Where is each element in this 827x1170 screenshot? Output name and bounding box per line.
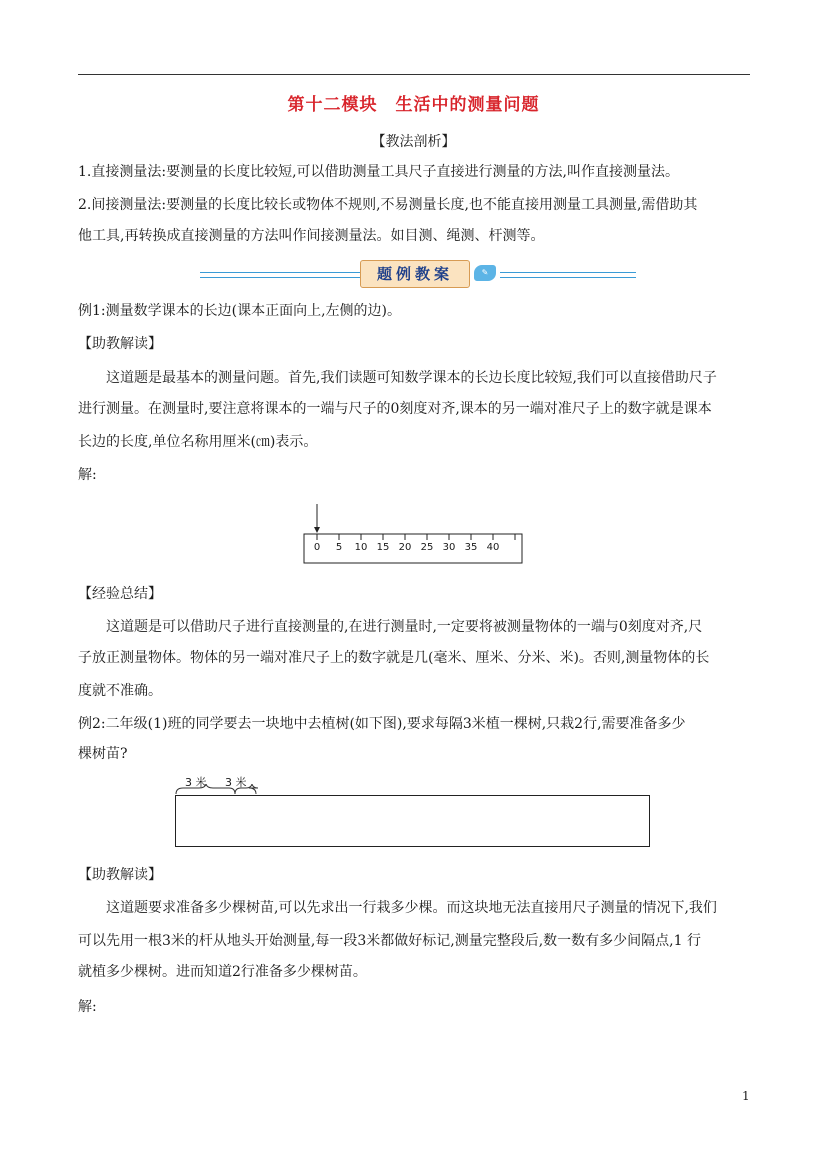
example-1-question: 例1:测量数学课本的长边(课本正面向上,左侧的边)。	[78, 303, 401, 319]
field-segment-label: 3 米	[225, 776, 247, 789]
assist-2-line2: 可以先用一根3米的杆从地头开始测量,每一段3米都做好标记,测量完整段后,数一数有多少间隔点,1 行	[78, 933, 701, 949]
assist-1-line3: 长边的长度,单位名称用厘米(㎝)表示。	[78, 434, 318, 450]
ruler-label: 35	[464, 542, 478, 553]
ruler-label: 20	[398, 542, 412, 553]
page-title: 第十二模块 生活中的测量问题	[287, 95, 540, 115]
ruler-label: 40	[486, 542, 500, 553]
summary-line2: 子放正测量物体。物体的另一端对准尺子上的数字就是几(毫米、厘米、分米、米)。否则,测量物体的长	[78, 650, 710, 666]
ruler-label: 15	[376, 542, 390, 553]
example-2-question-line1: 例2:二年级(1)班的同学要去一块地中去植树(如下图),要求每隔3米植一棵树,只栽2行,需要准备多少	[78, 716, 686, 732]
banner-label: 题例教案	[360, 260, 470, 288]
solution-label-2: 解:	[78, 999, 97, 1015]
assist-2-line3: 就植多少棵树。进而知道2行准备多少棵树苗。	[78, 964, 367, 980]
assist-2-line1: 这道题要求准备多少棵树苗,可以先求出一行栽多少棵。而这块地无法直接用尺子测量的情况下,我们	[106, 900, 717, 916]
assist-1-line2: 进行测量。在测量时,要注意将课本的一端与尺子的0刻度对齐,课本的另一端对准尺子上的数字就是课本	[78, 401, 712, 417]
ruler-label: 10	[354, 542, 368, 553]
summary-heading: 【经验总结】	[78, 586, 162, 602]
field-brace-2	[235, 784, 258, 794]
assist-heading-2: 【助教解读】	[78, 867, 162, 883]
assist-1-line1: 这道题是最基本的测量问题。首先,我们读题可知数学课本的长边长度比较短,我们可以直接借助尺子	[106, 370, 717, 386]
point-indirect-measurement-line2: 他工具,再转换成直接测量的方法叫作间接测量法。如目测、绳测、杆测等。	[78, 228, 545, 244]
field-brace-1	[176, 784, 235, 794]
banner-decoration-icon: ✎	[474, 265, 496, 281]
ruler-pointer-arrow-icon	[314, 527, 320, 533]
point-indirect-measurement-line1: 2.间接测量法:要测量的长度比较长或物体不规则,不易测量长度,也不能直接用测量工具测量,需借助其	[78, 197, 698, 213]
ruler-label: 5	[335, 542, 343, 553]
example-2-question-line2: 棵树苗?	[78, 746, 128, 762]
page-number: 1	[742, 1089, 750, 1103]
ruler-diagram	[303, 500, 523, 566]
summary-line1: 这道题是可以借助尺子进行直接测量的,在进行测量时,一定要将被测量物体的一端与0刻度对齐,尺	[106, 619, 703, 635]
field-rectangle	[175, 795, 650, 847]
ruler-label: 25	[420, 542, 434, 553]
banner-left-rule	[200, 272, 360, 278]
assist-heading-1: 【助教解读】	[78, 336, 162, 352]
solution-label-1: 解:	[78, 467, 97, 483]
ruler-graphic	[303, 500, 523, 566]
header-rule	[78, 74, 750, 75]
point-direct-measurement: 1.直接测量法:要测量的长度比较短,可以借助测量工具尺子直接进行测量的方法,叫作直接测量法。	[78, 164, 679, 180]
summary-line3: 度就不准确。	[78, 683, 162, 699]
ruler-label: 0	[313, 542, 321, 553]
ruler-ticks	[317, 534, 515, 540]
section-method-heading: 【教法剖析】	[371, 134, 456, 150]
ruler-label: 30	[442, 542, 456, 553]
planting-field-diagram	[175, 774, 655, 848]
example-banner	[200, 260, 636, 288]
field-segment-label: 3 米	[185, 776, 207, 789]
banner-right-rule	[500, 272, 636, 278]
